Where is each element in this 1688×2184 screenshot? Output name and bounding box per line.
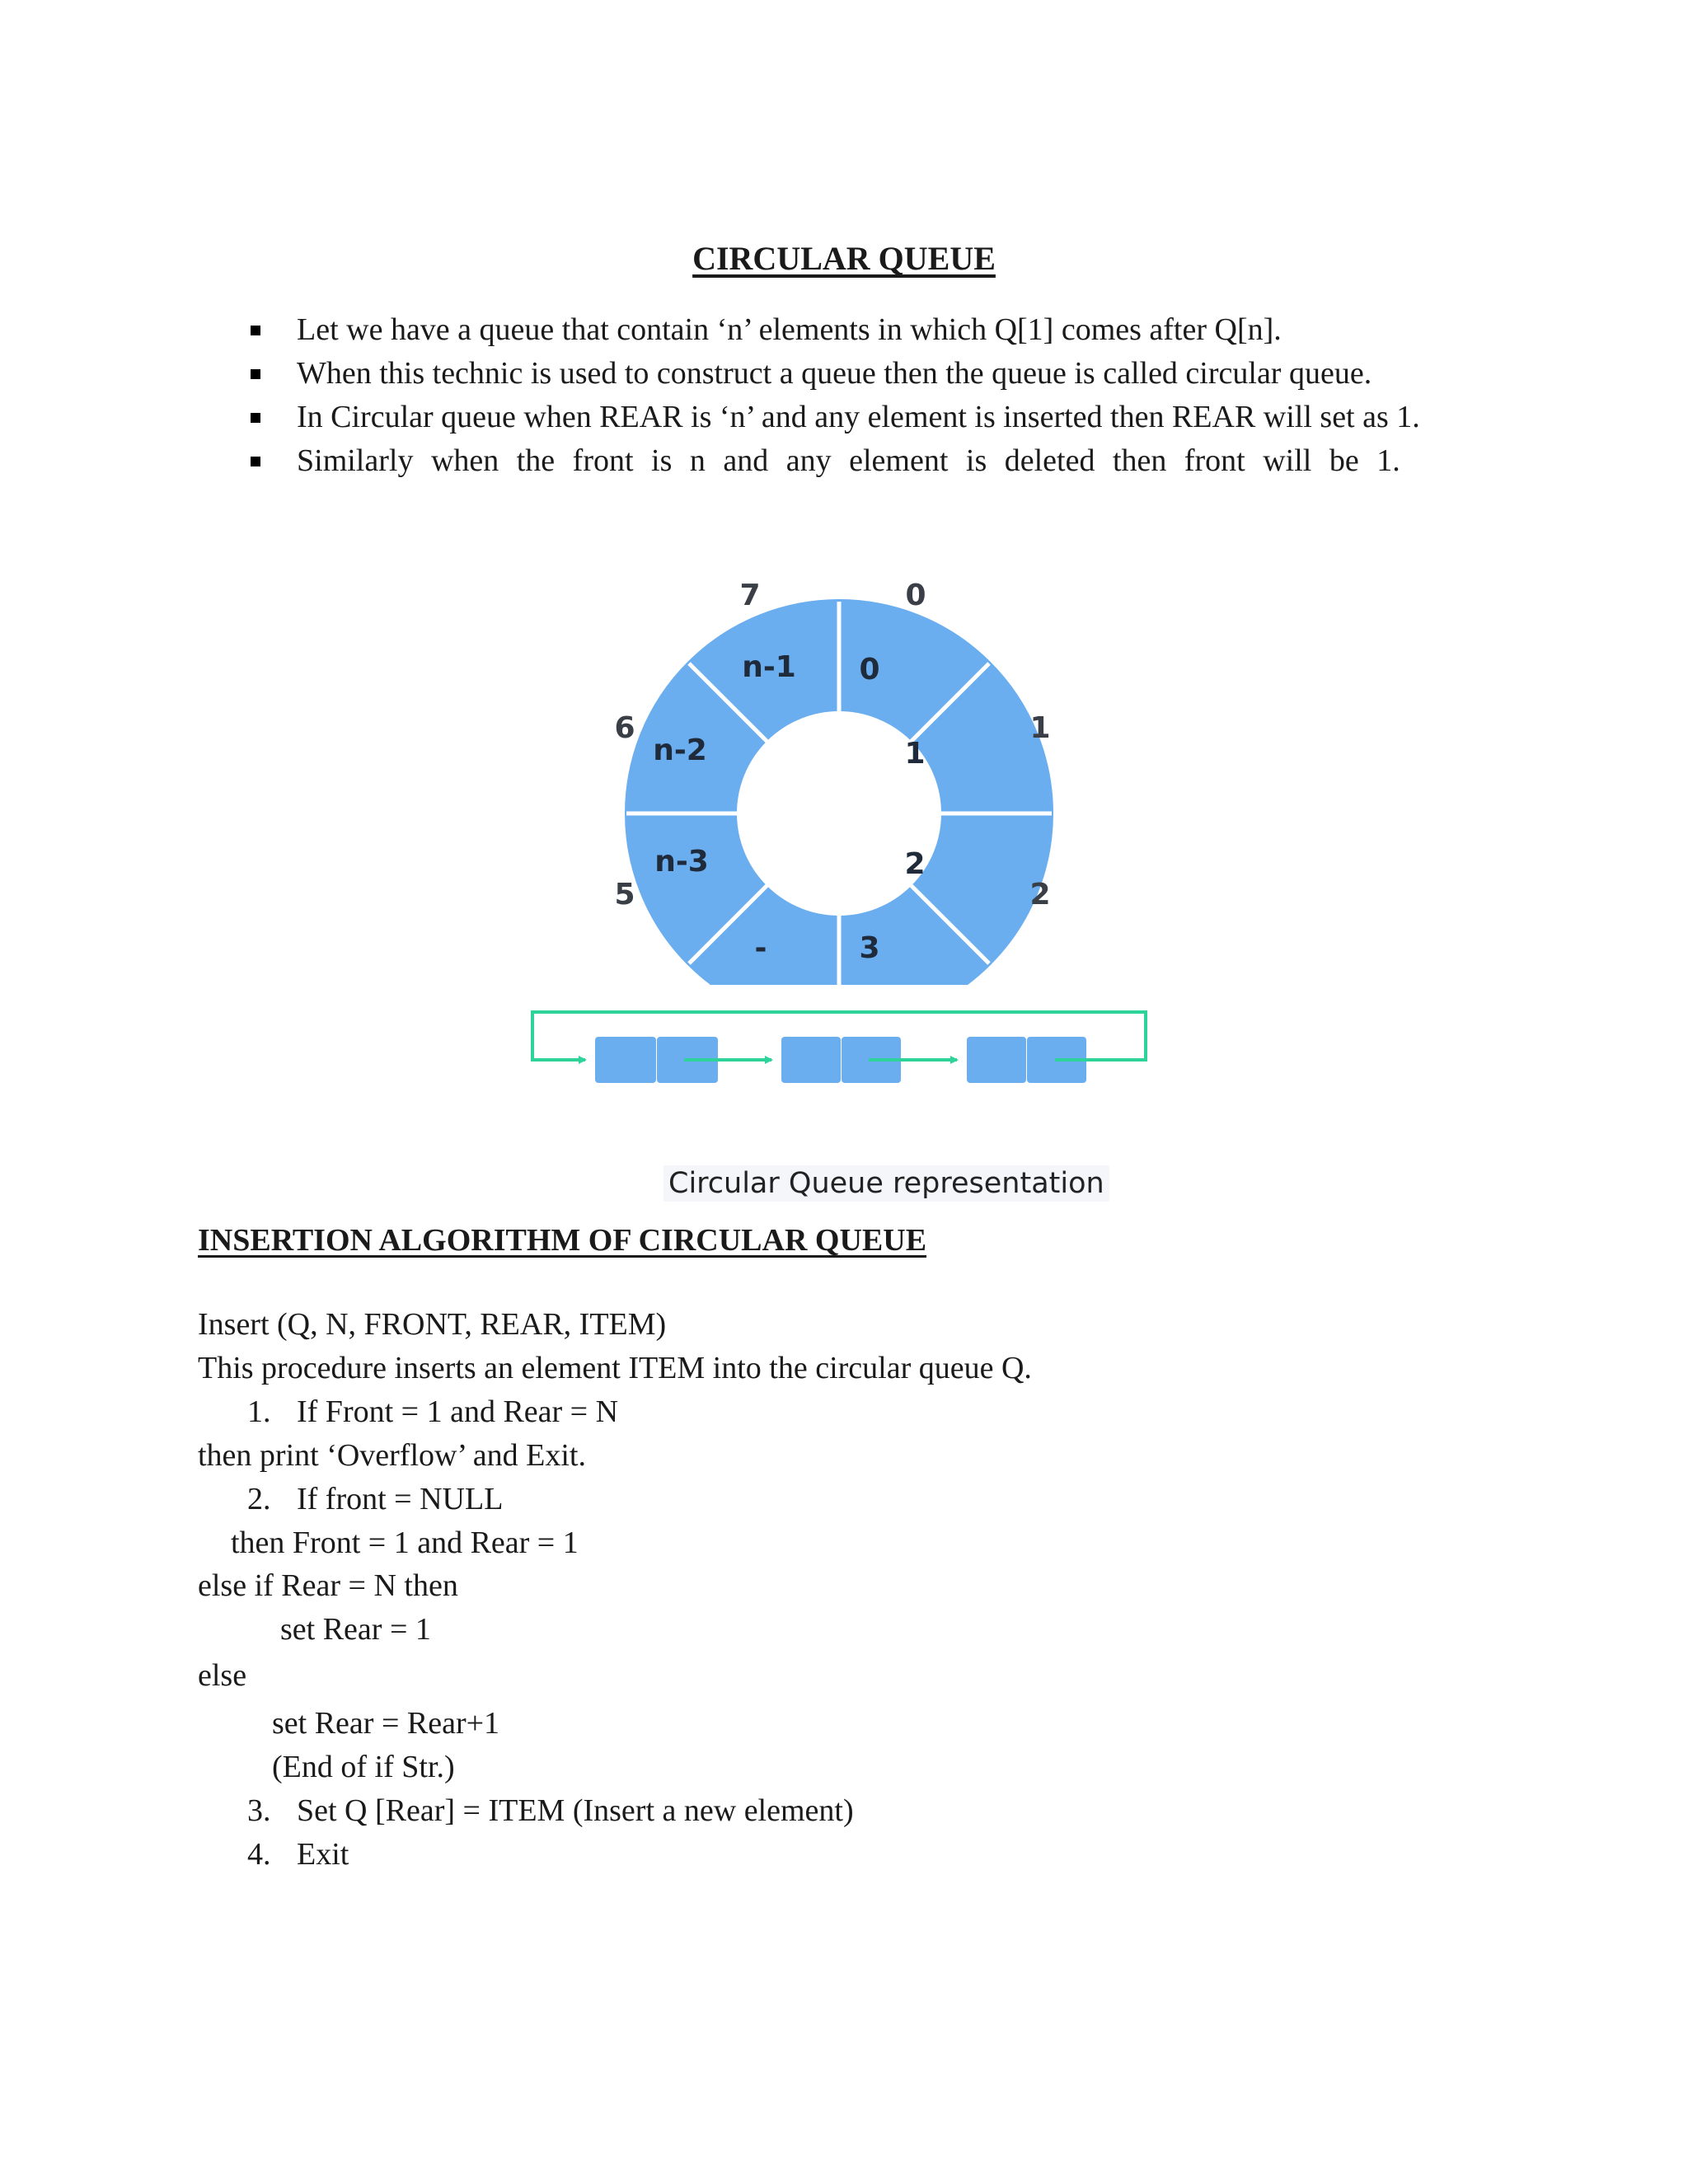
list-item [247,352,1484,396]
square-bullet-icon [251,413,260,423]
list-item [247,308,1484,352]
page-title: CIRCULAR QUEUE [692,240,996,277]
index-label: 5 [614,878,635,912]
step-text: Exit [297,1837,349,1872]
list-item-text: Similarly when the front is n and any element is deleted then front will be 1. [297,443,1400,478]
segment-label: - [754,931,767,965]
index-label: 7 [739,579,761,612]
list-item [247,439,1484,483]
segment-label: 2 [904,847,926,881]
step-text: else [198,1658,247,1693]
definition-list [247,308,1484,483]
segment-label: n-2 [653,733,707,767]
index-label: 2 [1029,878,1051,912]
segment-dividers [626,602,1052,1026]
list-item-text: When this technic is used to construct a queue then the queue is called circular queue. [297,356,1372,391]
step-text: then Front = 1 and Rear = 1 [231,1526,579,1560]
linked-list [532,1012,1146,1083]
step-text: else if Rear = N then [198,1568,458,1603]
step-number: 4. [247,1837,271,1872]
step-number: 1. [247,1394,271,1429]
index-label: 6 [614,711,635,745]
step-number: 3. [247,1793,271,1828]
list-item-text: Let we have a queue that contain ‘n’ elements in which Q[1] comes after Q[n]. [297,312,1282,347]
list-item-text: In Circular queue when REAR is ‘n’ and any element is inserted then REAR will set as 1. [297,400,1420,434]
step-text: then print ‘Overflow’ and Exit. [198,1438,586,1473]
square-bullet-icon [251,457,260,466]
square-bullet-icon [251,326,260,335]
step-text: Set Q [Rear] = ITEM (Insert a new element) [297,1793,854,1828]
section-title: INSERTION ALGORITHM OF CIRCULAR QUEUE [198,1223,927,1258]
step-text: (End of if Str.) [272,1750,455,1784]
algorithm-signature: Insert (Q, N, FRONT, REAR, ITEM) [198,1307,667,1342]
segment-label: 3 [859,931,880,965]
step-text: set Rear = 1 [280,1612,431,1647]
step-text: If Front = 1 and Rear = N [297,1394,619,1429]
list-item [247,396,1484,439]
segment-label: n-3 [654,845,709,879]
index-label: 0 [905,579,926,612]
queue-ring [626,602,1052,1026]
diagram-caption: Circular Queue representation [663,1165,1109,1202]
segment-label: 0 [859,653,880,687]
step-text: set Rear = Rear+1 [272,1706,500,1741]
algorithm-description: This procedure inserts an element ITEM into the circular queue Q. [198,1351,1032,1385]
index-label: 1 [1029,711,1051,745]
step-text: If front = NULL [297,1482,504,1516]
circular-queue-diagram [528,577,1162,1113]
step-number: 2. [247,1482,271,1516]
segment-label: 1 [904,737,926,771]
square-bullet-icon [251,369,260,379]
segment-label: n-1 [742,650,796,684]
